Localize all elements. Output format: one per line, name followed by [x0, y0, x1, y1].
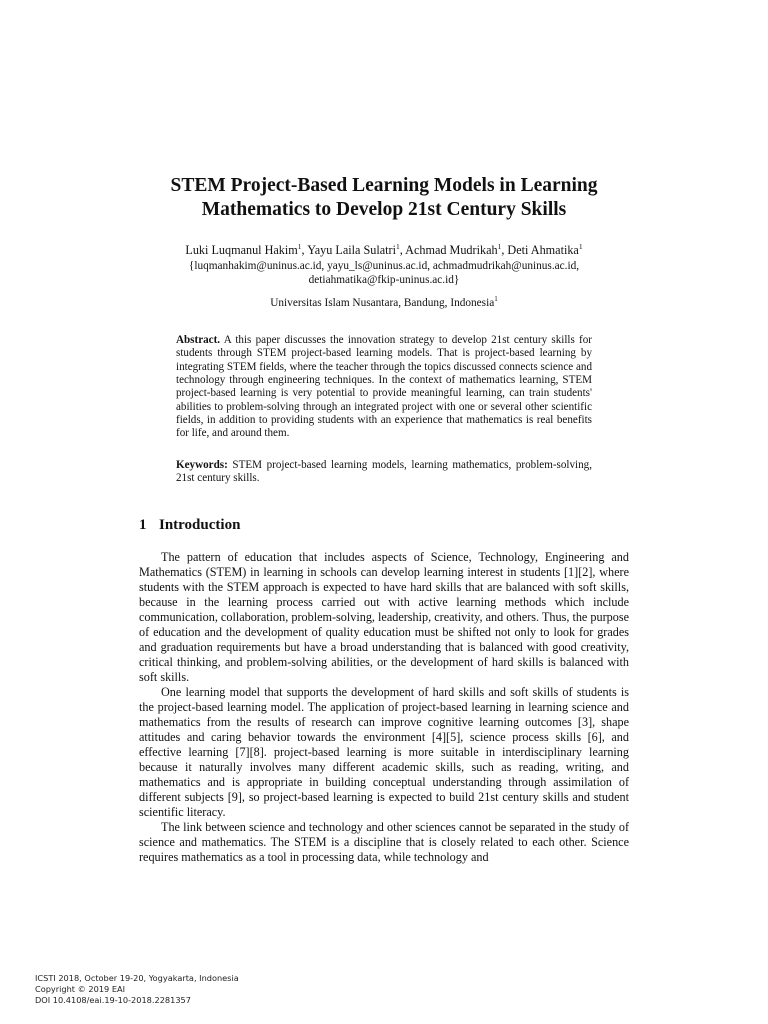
author-emails-line-2: detiahmatika@fkip-uninus.ac.id} [308, 274, 460, 286]
author-name: Achmad Mudrikah [405, 243, 498, 257]
paper-title [120, 174, 648, 222]
author-emails [100, 259, 668, 287]
affiliation-text: Universitas Islam Nusantara, Bandung, Indonesia [270, 297, 495, 309]
introduction-body [139, 550, 629, 865]
abstract [176, 334, 592, 441]
footer-conference: ICSTI 2018, October 19-20, Yogyakarta, Indonesia [35, 973, 239, 983]
keywords-text: STEM project-based learning models, learning mathematics, problem-solving, 21st century skills. [176, 459, 592, 485]
footer-doi: DOI 10.4108/eai.19-10-2018.2281357 [35, 995, 191, 1005]
page-footer [35, 973, 239, 1006]
section-number: 1 [139, 517, 147, 533]
paper-title-line-2: Mathematics to Develop 21st Century Skills [201, 199, 567, 220]
author-name: Deti Ahmatika [507, 243, 579, 257]
body-paragraph: The link between science and technology and other sciences cannot be separated in the study of science and mathematics. The STEM is a discipline that is closely related to each other. Science requires mathematics as a tool in processing data, while technology and [139, 819, 629, 864]
section-title: Introduction [159, 517, 241, 533]
author-list: Luki Luqmanul Hakim$^1$, Yayu Laila Sulatri$^1$, Achmad Mudrikah$^1$, Deti Ahmatika$^1$ [185, 242, 583, 257]
author-name: Luki Luqmanul Hakim [185, 243, 298, 257]
abstract-label: Abstract. [176, 334, 221, 346]
author-name: Yayu Laila Sulatri [307, 243, 396, 257]
affiliation-mark: 1 [494, 295, 498, 303]
author-affiliation-mark: 1 [578, 242, 583, 251]
body-paragraph: One learning model that supports the development of hard skills and soft skills of students is the project-based learning model. The application of project-based learning in learning science and mathematics from the results of research can improve cognitive learning outcomes [3], shape attitudes and caring behavior towards the environment [4][5], science process skills [6], and effective learning [7][8]. project-based learning is more suitable in interdisciplinary learning because it naturally involves many different academic skills, such as reading, writing, and mathematics and is appropriate in building conceptual understanding through assimilation of different subjects [9], so project-based learning is expected to build 21st century skills and student scientific literacy. [139, 684, 629, 819]
section-heading [139, 516, 240, 534]
author-affiliation-mark: 1 [497, 242, 502, 251]
abstract-text: A this paper discusses the innovation strategy to develop 21st century skills for students through STEM project-based learning models. That is project-based learning by integrating STEM fields, where the teacher through the topics discussed connects science and technology through engineering techniques. In the context of mathematics learning, STEM project-based learning is very potential to provide meaningful learning, can train students' abilities to problem-solving through an integrated project with one or several other scientific fields, in addition to providing students with an experience that mathematics is real benefits for life, and around them. [176, 334, 592, 440]
author-affiliation-mark: 1 [396, 242, 400, 251]
keywords [176, 459, 592, 486]
body-paragraph: The pattern of education that includes aspects of Science, Technology, Engineering and Mathematics (STEM) in learning in schools can develop learning interest in students [1][2], where students with the STEM approach is expected to have hard skills that are balanced with soft skills, because in the learning process carried out with active learning methods which include communication, collaboration, problem-solving, leadership, creativity, and others. Thus, the purpose of education and the development of quality education must be shifted not only to look for grades and graduation requirements but have a broad understanding that is balanced with good creativity, critical thinking, and problem-solving abilities, or the development of hard skills is balanced with soft skills. [139, 550, 629, 684]
paper-title-line-1: STEM Project-Based Learning Models in Learning [170, 175, 598, 196]
keywords-label: Keywords: [176, 459, 228, 471]
author-emails-line-1: {luqmanhakim@uninus.ac.id, yayu_ls@uninus.ac.id, achmadmudrikah@uninus.ac.id, [188, 260, 580, 272]
author-affiliation-mark: 1 [297, 242, 302, 251]
affiliation [100, 296, 668, 310]
footer-copyright: Copyright © 2019 EAI [35, 984, 126, 994]
